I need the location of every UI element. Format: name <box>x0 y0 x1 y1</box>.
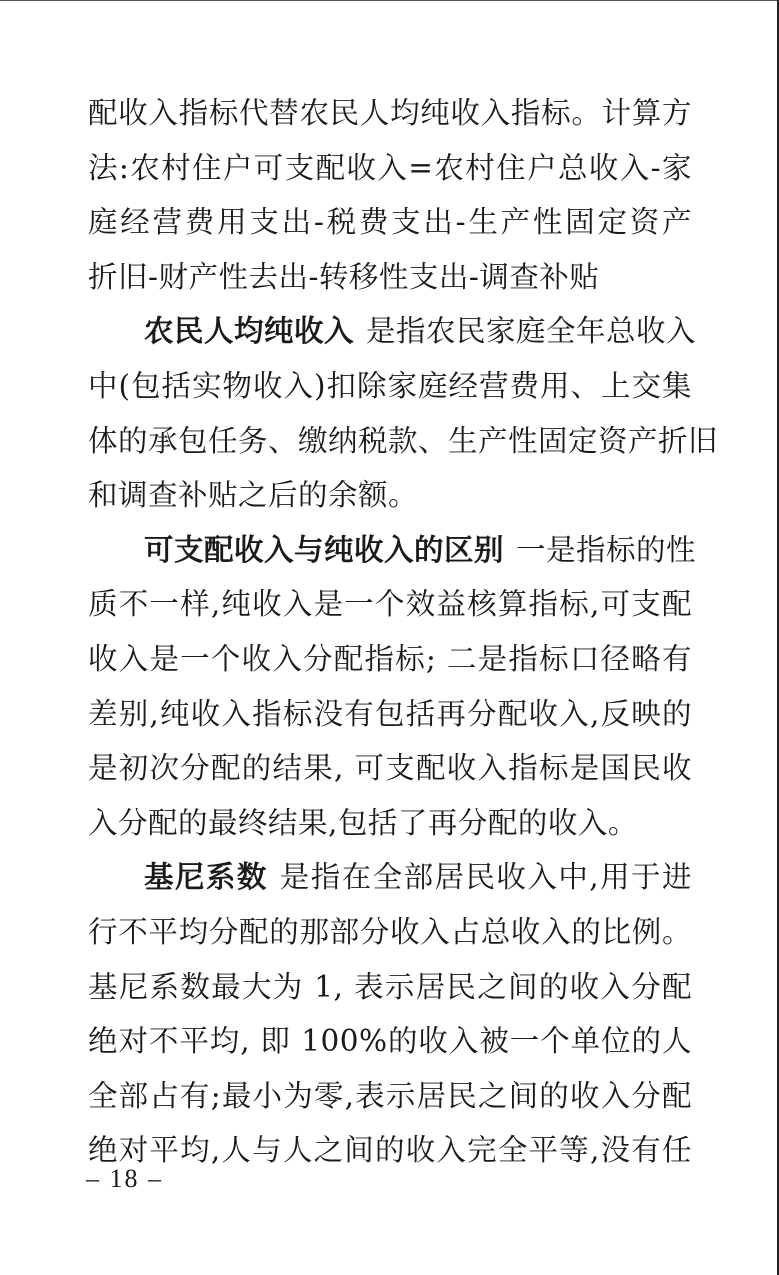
page-number: – 18 – <box>86 1164 163 1193</box>
definition-text: 一是指标的性 <box>516 532 697 567</box>
definition-text: 是指在全部居民收入中,用于进 <box>279 860 692 895</box>
text-line: 体的承包任务、缴纳税款、生产性固定资产折旧 <box>88 423 719 458</box>
text-line: 行不平均分配的那部分收入占总收入的比例。 <box>88 914 692 949</box>
term-heading: 可支配收入与纯收入的区别 <box>144 532 505 567</box>
text-line: 和调查补贴之后的余额。 <box>88 478 419 513</box>
text-line: 中(包括实物收入)扣除家庭经营费用、上交集 <box>88 368 692 403</box>
text-line: 法:农村住户可支配收入=农村住户总收入-家 <box>88 150 692 185</box>
definition-first-line <box>88 523 697 578</box>
term-heading: 农民人均纯收入 <box>144 314 355 349</box>
text-line: 是初次分配的结果, 可支配收入指标是国民收 <box>88 751 692 786</box>
term-heading: 基尼系数 <box>144 860 268 895</box>
text-line: 收入是一个收入分配指标; 二是指标口径略有 <box>88 641 692 676</box>
text-line: 绝对不平均, 即 100%的收入被一个单位的人 <box>88 1024 692 1059</box>
page-top-edge <box>0 0 779 1</box>
definition-text: 是指农民家庭全年总收入 <box>366 314 697 349</box>
text-line: 配收入指标代替农民人均纯收入指标。计算方 <box>88 96 692 130</box>
text-line: 庭经营费用支出-税费支出-生产性固定资产 <box>88 205 692 240</box>
definition-first-line <box>88 304 697 359</box>
text-line: 差别,纯收入指标没有包括再分配收入,反映的 <box>88 696 692 731</box>
text-line: 质不一样,纯收入是一个效益核算指标,可支配 <box>88 587 692 622</box>
page-body <box>88 86 719 1178</box>
text-line: 基尼系数最大为 1, 表示居民之间的收入分配 <box>88 969 692 1004</box>
text-line: 全部占有;最小为零,表示居民之间的收入分配 <box>88 1078 692 1113</box>
text-line: 折旧-财产性去出-转移性支出-调查补贴 <box>88 259 600 294</box>
definition-first-line <box>88 850 692 905</box>
text-line: 入分配的最终结果,包括了再分配的收入。 <box>88 805 638 840</box>
text-line: 绝对平均,人与人之间的收入完全平等,没有任 <box>88 1133 692 1168</box>
